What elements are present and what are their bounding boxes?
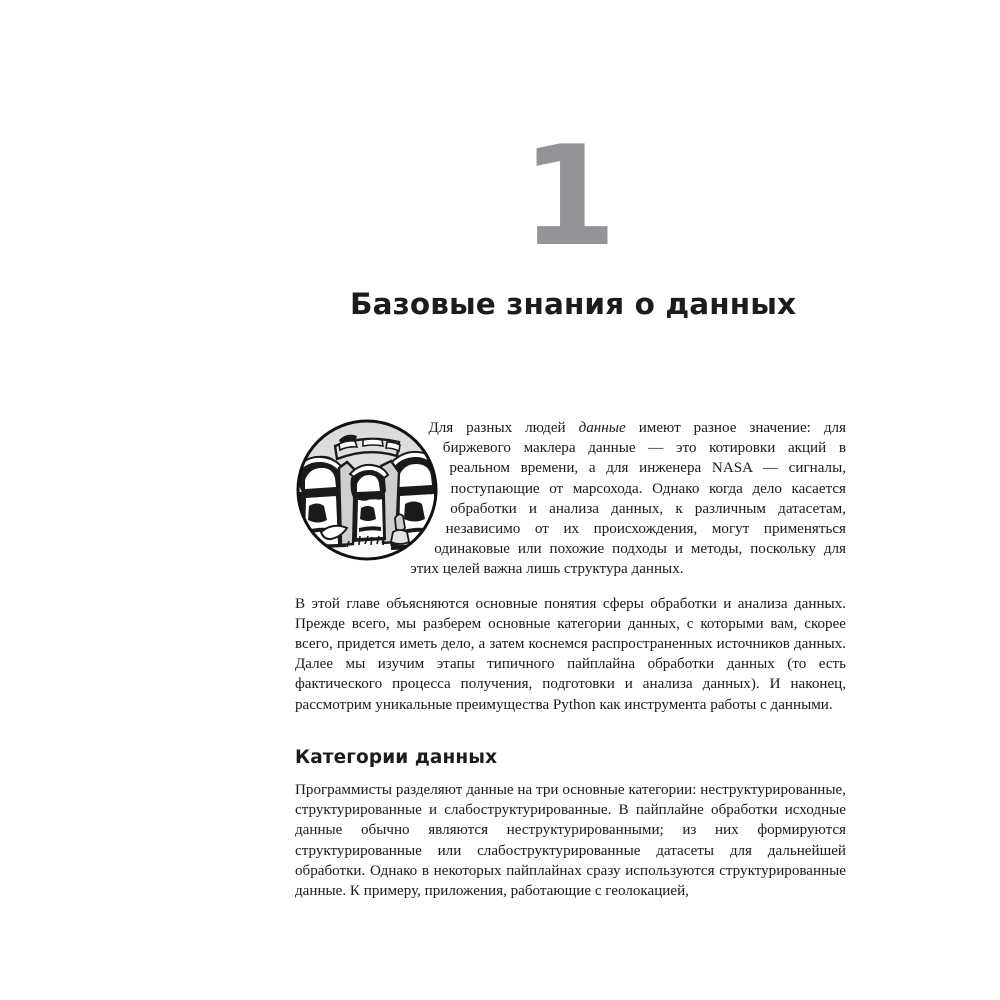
easter-island-moai-circle-illustration: [295, 418, 439, 562]
intro-text-before-emphasis: Для разных людей: [428, 420, 579, 436]
emphasis-dannye: данные: [578, 420, 626, 436]
data-categories-paragraph: Программисты разделяют данные на три основные категории: неструктурированные, структурированные и слабоструктурированные. В пайплайне обработки исходные данные обычно являются неструктурированными; из них формируются структурированные или слабоструктурированные датасеты для дальнейшей обработки. Однако в некоторых пайплайнах сразу используются структурированные данные. К примеру, приложения, работающие с геолокацией,: [295, 782, 846, 900]
section-heading-data-categories: Категории данных: [295, 746, 498, 768]
chapter-title: Базовые знания о данных: [350, 286, 797, 321]
chapter-overview-paragraph: В этой главе объясняются основные понятия сферы обработки и анализа данных. Прежде всего, мы разберем основные категории данных, с которыми вам, скорее всего, придется иметь дело, а затем коснемся распространенных источников данных. Далее мы изучим этапы типичного пайплайна обработки данных (то есть фактического процесса получения, подготовки и анализа данных). И наконец, рассмотрим уникальные преимущества Python как инструмента работы с данными.: [295, 595, 846, 713]
chapter-number-container: [350, 116, 786, 277]
page-content: [295, 418, 846, 901]
intro-paragraph: [295, 418, 846, 580]
intro-text-after-emphasis: имеют разное значение: для биржевого маклера данные — это котировки акций в реальном времени, а для инженера NASA — сигналы, поступающие от марсохода. Однако когда дело касается обработки и анализа данных, к различным датасетам, независимо от их происхождения, могут применяться одинаковые или похожие подходы и методы, поскольку для этих целей важна лишь структура данных.: [410, 420, 846, 578]
chapter-number: 1: [520, 116, 616, 277]
